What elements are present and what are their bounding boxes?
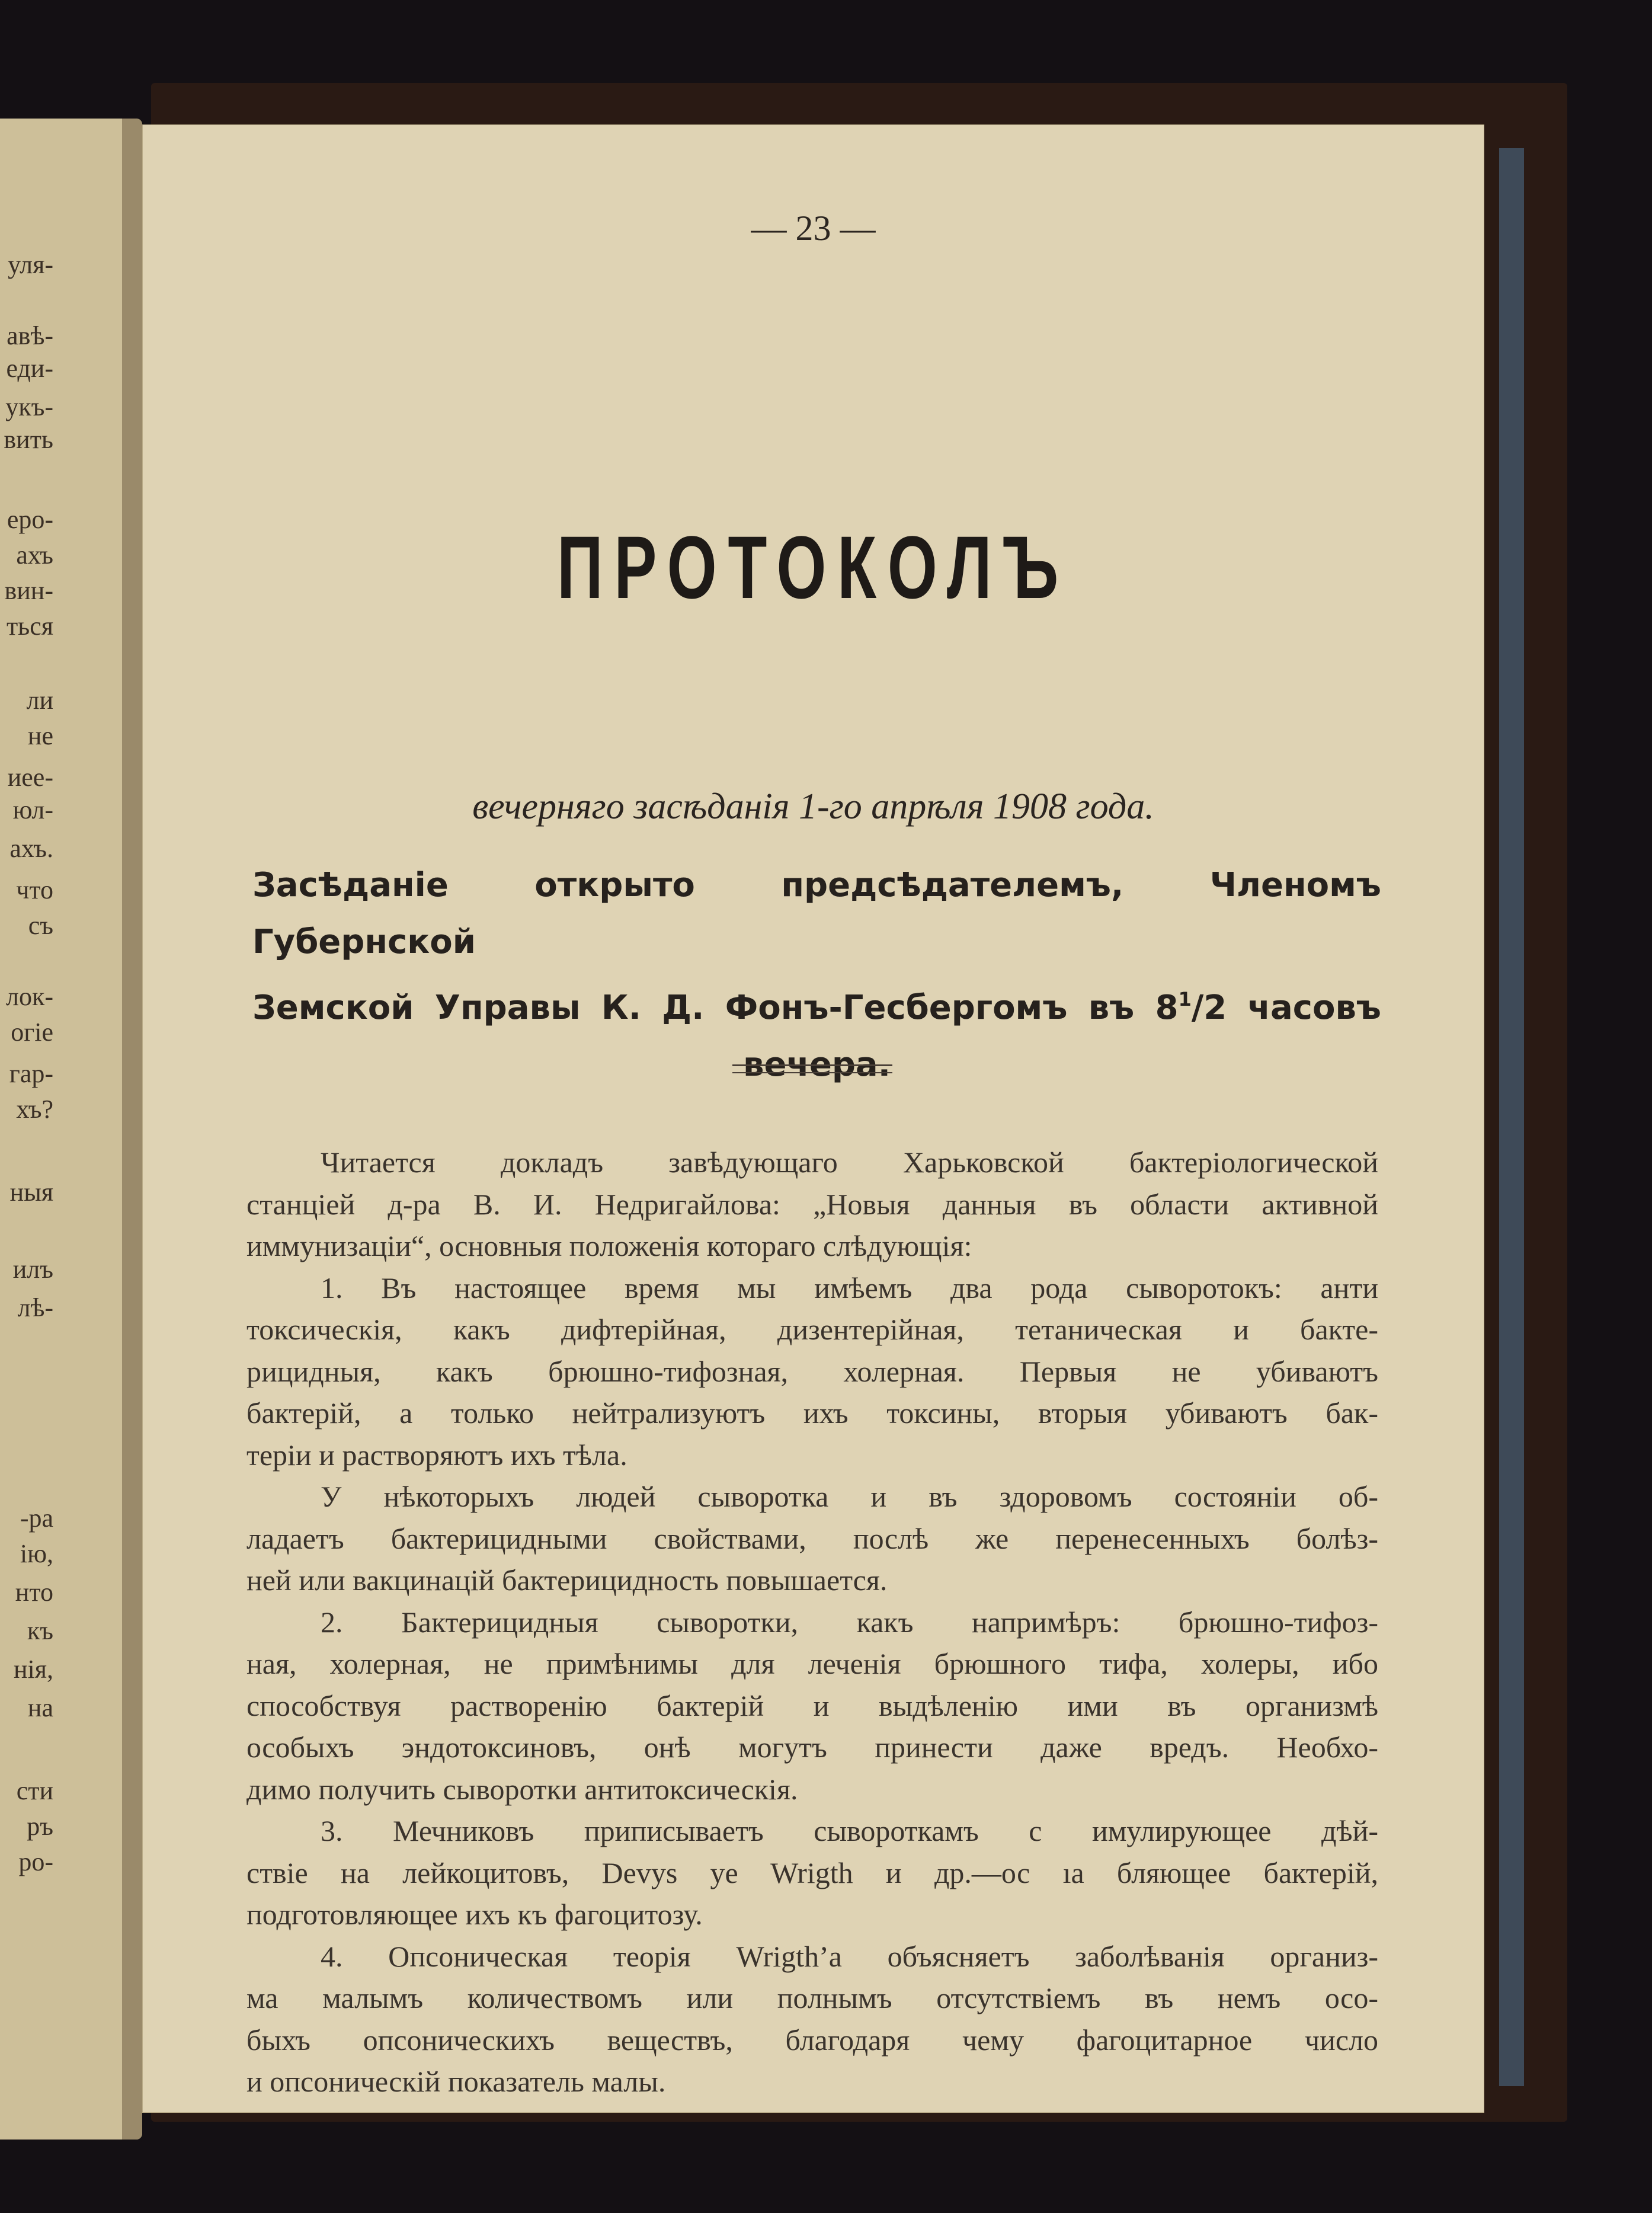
text-line: и опсоническій показатель малы. <box>246 2065 666 2098</box>
opening-line: Засѣданіе открыто предсѣдателемъ, Членомъ Губернской <box>252 866 1381 961</box>
left-page-fragment: къ <box>27 1616 53 1645</box>
left-page-fragment: вить <box>4 425 53 454</box>
left-page-fragment: вин- <box>4 576 53 605</box>
text-line: быхъ опсоническихъ веществъ, благодаря чему фагоцитарное число <box>246 2023 1378 2057</box>
left-page-fragment: что <box>16 875 53 904</box>
left-page-fragment: нто <box>15 1578 53 1607</box>
left-page-fragment: на <box>27 1693 53 1722</box>
opening-text: /2 часовъ <box>1191 989 1381 1027</box>
text-line: ма малымъ количествомъ или полнымъ отсутствіемъ въ немъ осо- <box>246 1981 1378 2014</box>
left-page-fragment: авѣ- <box>7 321 53 350</box>
left-page-fragment: уля- <box>8 250 53 279</box>
left-page-fragment: ръ <box>27 1812 53 1841</box>
left-page-fragment: лок- <box>6 982 53 1011</box>
text-line: 3. Мечниковъ приписываетъ сывороткамъ с имулирующее дѣй- <box>321 1814 1378 1847</box>
text-line: рицидныя, какъ брюшно-тифозная, холерная. Первыя не убиваютъ <box>246 1354 1378 1388</box>
text-line: 1. Въ настоящее время мы имѣемъ два рода сыворотокъ: анти <box>321 1271 1378 1304</box>
text-line: станціей д-ра В. И. Недригайлова: „Новыя данныя въ области активной <box>246 1187 1378 1221</box>
report-text <box>246 1141 1378 2103</box>
document-subheading: вечерняго засѣданія 1-го апрѣля 1908 года. <box>472 786 1154 827</box>
left-page-fragment: сти <box>16 1776 53 1805</box>
left-page-fragment: илъ <box>12 1255 53 1284</box>
left-page-fragment: еро- <box>7 505 53 534</box>
page-number: — 23 — <box>751 209 876 248</box>
left-page-fragment: нія, <box>13 1655 53 1684</box>
opening-paragraph <box>252 857 1381 1093</box>
left-page-fragment: лѣ- <box>17 1293 53 1322</box>
text-line: способствуя растворенію бактерій и выдѣленію ими въ организмѣ <box>246 1688 1378 1722</box>
opening-line: вечера. <box>743 1045 891 1084</box>
text-line: ней или вакцинацій бактерицидность повышается. <box>246 1563 888 1597</box>
left-page-fragment: укъ- <box>5 392 53 421</box>
opening-text: Земской Управы К. Д. Фонъ-Гесбергомъ въ 8 <box>252 989 1179 1027</box>
section-divider <box>732 1064 892 1073</box>
fraction-superscript: 1 <box>1178 988 1192 1010</box>
text-line: Читается докладъ завѣдующаго Харьковской бактеріологической <box>321 1146 1378 1179</box>
left-page-fragment: хъ? <box>16 1095 53 1124</box>
left-page-fragment: ію, <box>20 1539 53 1568</box>
left-page-fragment: гар- <box>9 1059 53 1088</box>
document-heading: ПРОТОКОЛЪ <box>557 517 1070 617</box>
text-line: ствіе на лейкоцитовъ, Devys ye Wrigth и др.—ос ıа бляющее бактерій, <box>246 1856 1378 1889</box>
left-page-fragment: ахъ. <box>9 834 53 863</box>
left-page-fragment: не <box>27 721 53 750</box>
left-page-fragment: ться <box>6 612 53 641</box>
opening-line <box>252 971 1381 1037</box>
book-page <box>142 124 1484 2113</box>
text-line: ладаетъ бактерицидными свойствами, послѣ же перенесенныхъ болѣз- <box>246 1521 1378 1555</box>
text-line: теріи и растворяютъ ихъ тѣла. <box>246 1438 627 1472</box>
text-line: бактерій, а только нейтрализуютъ ихъ токсины, вторыя убиваютъ бак- <box>246 1396 1378 1430</box>
cover-edge <box>1499 148 1524 2086</box>
text-line: токсическія, какъ дифтерійная, дизентерійная, тетаническая и бакте- <box>246 1313 1378 1346</box>
left-page-fragment: ныя <box>9 1178 53 1207</box>
text-line: У нѣкоторыхъ людей сыворотка и въ здоровомъ состояніи об- <box>321 1480 1378 1513</box>
left-page-fragment: -ра <box>20 1504 53 1533</box>
left-page-fragment: ли <box>26 686 53 715</box>
left-page-fragment: огіе <box>11 1018 53 1047</box>
text-line: ная, холерная, не примѣнимы для леченія брюшного тифа, холеры, ибо <box>246 1647 1378 1680</box>
left-page-fragment: еди- <box>6 354 53 383</box>
left-page <box>0 119 142 2140</box>
text-line: 2. Бактерицидныя сыворотки, какъ напримѣръ: брюшно-тифоз- <box>321 1605 1378 1639</box>
left-page-fragment: иее- <box>7 763 53 792</box>
text-line: особыхъ эндотоксиновъ, онѣ могутъ принести даже вредъ. Необхо- <box>246 1731 1378 1764</box>
page-fold <box>122 119 142 2140</box>
text-line: подготовляющее ихъ къ фагоцитозу. <box>246 1898 703 1931</box>
text-line: 4. Опсоническая теорія Wrigth’а объясняетъ заболѣванія организ- <box>321 1939 1378 1973</box>
left-page-fragment: ро- <box>18 1847 53 1876</box>
text-line: димо получить сыворотки антитоксическія. <box>246 1772 798 1806</box>
left-page-fragment: съ <box>28 911 53 940</box>
left-page-fragment: юл- <box>12 795 53 824</box>
left-page-fragment: ахъ <box>16 541 53 570</box>
text-line: иммунизаціи“, основныя положенія котораго слѣдующія: <box>246 1229 972 1262</box>
